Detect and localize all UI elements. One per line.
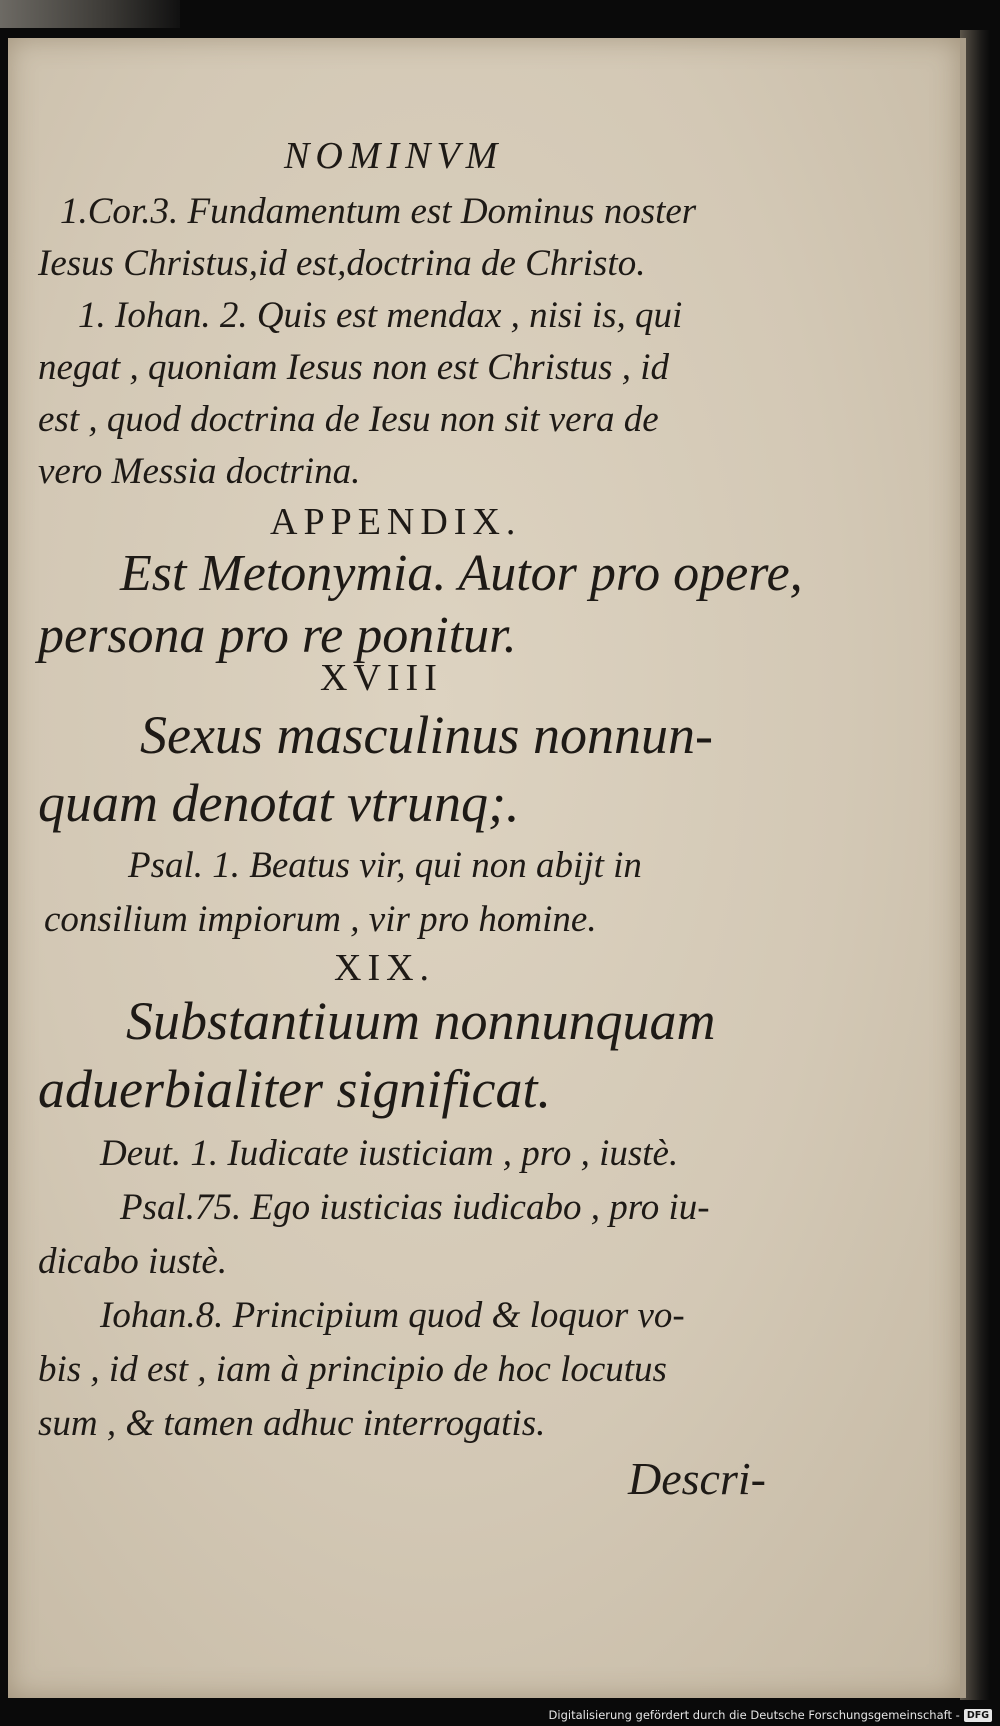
text-line: 1. Iohan. 2. Quis est mendax , nisi is, qui [78, 295, 683, 336]
text-line: Psal.75. Ego iusticias iudicabo , pro iu- [120, 1187, 710, 1228]
section-title: quam denotat vtrunq;. [38, 773, 520, 833]
text-line: Iohan.8. Principium quod & loquor vo- [100, 1295, 685, 1336]
book-page [8, 38, 966, 1698]
text-line: 1.Cor.3. Fundamentum est Dominus noster [60, 191, 697, 232]
text-line: vero Messia doctrina. [38, 451, 361, 492]
text-line: Deut. 1. Iudicate iusticiam , pro , iustè. [100, 1133, 679, 1174]
text-line: est , quod doctrina de Iesu non sit vera de [38, 399, 659, 440]
appendix-line: Est Metonymia. Autor pro opere, [120, 545, 803, 602]
book-edge [0, 0, 180, 28]
running-head: NOMINVM [284, 135, 504, 177]
text-line: sum , & tamen adhuc interrogatis. [38, 1403, 546, 1444]
section-title: Substantiuum nonnunquam [126, 991, 716, 1051]
text-line: dicabo iustè. [38, 1241, 228, 1282]
catchword: Descri- [628, 1453, 766, 1504]
section-number: XVIII [320, 657, 443, 699]
section-number: XIX. [334, 947, 436, 989]
text-line: bis , id est , iam à principio de hoc locutus [38, 1349, 667, 1390]
section-title: aduerbialiter significat. [38, 1059, 551, 1119]
text-line: Psal. 1. Beatus vir, qui non abijt in [128, 845, 642, 886]
appendix-line: persona pro re ponitur. [38, 607, 517, 664]
text-line: consilium impiorum , vir pro homine. [44, 899, 597, 940]
section-title: Sexus masculinus nonnun- [140, 705, 713, 765]
text-line: negat , quoniam Iesus non est Christus , id [38, 347, 670, 388]
text-line: Iesus Christus,id est,doctrina de Christo. [38, 243, 646, 284]
footer-credit: Digitalisierung gefördert durch die Deutsche Forschungsgemeinschaft - [548, 1708, 960, 1722]
dfg-logo-icon: DFG [964, 1709, 992, 1722]
appendix-heading: APPENDIX. [270, 501, 522, 543]
digitization-footer [549, 1708, 992, 1722]
